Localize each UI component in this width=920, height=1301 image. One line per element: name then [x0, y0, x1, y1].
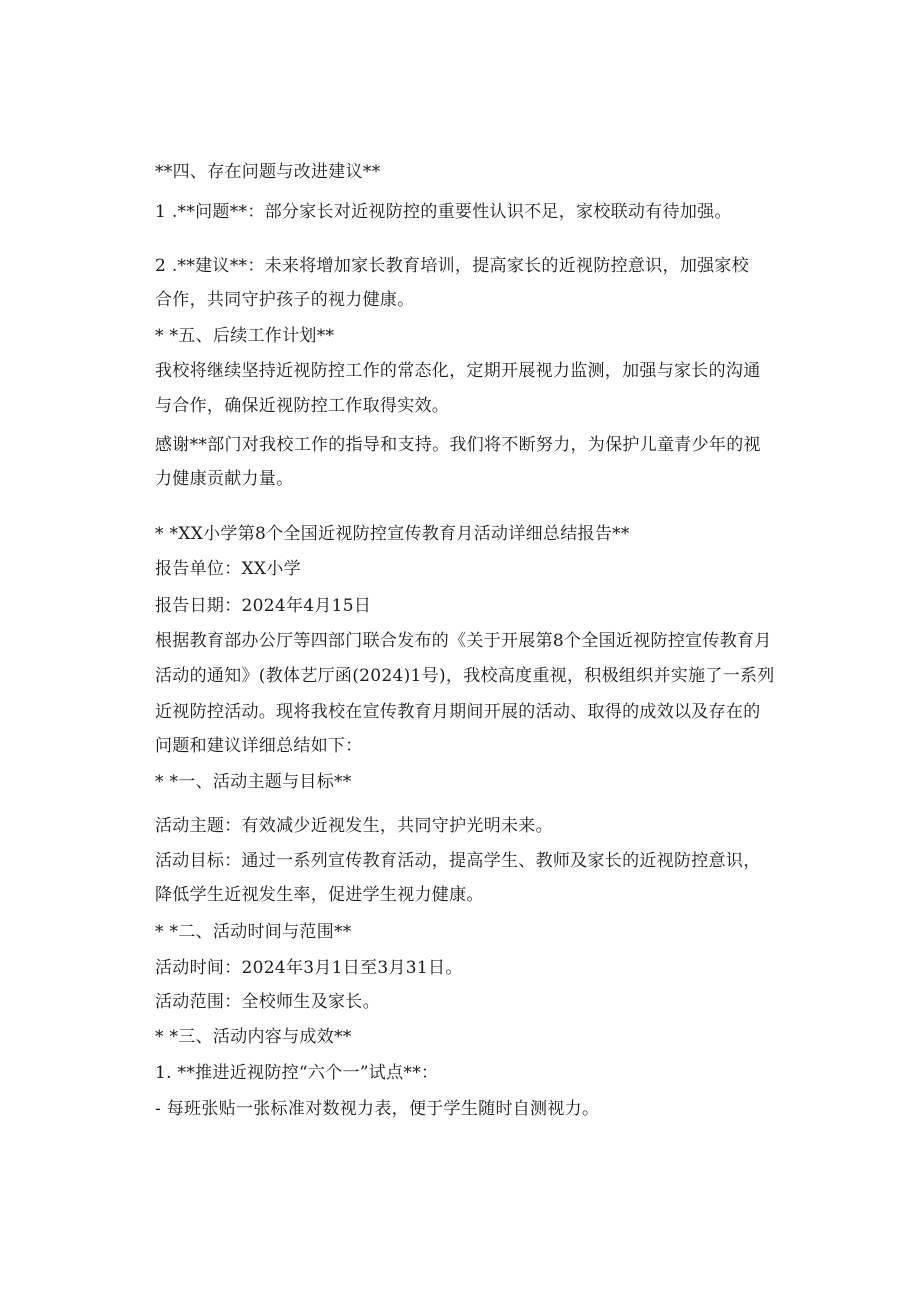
bullet-item: - 每班张贴一张标准对数视力表，便于学生随时自测视力。: [155, 1099, 600, 1119]
paragraph-line: 活动的通知》(教体艺厅函(2024)1号)，我校高度重视，积极组织并实施了一系列: [155, 666, 775, 686]
paragraph-line: 活动范围：全校师生及家长。: [155, 992, 380, 1012]
paragraph-line: 活动时间：2024年3月1日至3月31日。: [155, 958, 463, 978]
paragraph-line: 我校将继续坚持近视防控工作的常态化，定期开展视力监测，加强与家长的沟通: [155, 361, 761, 381]
paragraph-line: 近视防控活动。现将我校在宣传教育月期间开展的活动、取得的成效以及存在的: [155, 702, 761, 722]
paragraph-line: 活动目标：通过一系列宣传教育活动，提高学生、教师及家长的近视防控意识，: [155, 851, 761, 871]
paragraph-line: 活动主题：有效减少近视发生，共同守护光明未来。: [155, 816, 553, 836]
list-item: 2 .**建议**：未来将增加家长教育培训，提高家长的近视防控意识，加强家校: [155, 256, 750, 276]
report-date: 报告日期：2024年4月15日: [155, 596, 372, 616]
paragraph-line: 根据教育部办公厅等四部门联合发布的《关于开展第8个全国近视防控宣传教育月: [155, 631, 772, 651]
section-heading: * *三、活动内容与成效**: [155, 1027, 352, 1047]
list-item: 1 .**问题**：部分家长对近视防控的重要性认识不足，家校联动有待加强。: [155, 202, 732, 222]
section-heading: * *一、活动主题与目标**: [155, 772, 352, 792]
section-heading: **四、存在问题与改进建议**: [155, 162, 381, 182]
paragraph-line: 与合作，确保近视防控工作取得实效。: [155, 396, 450, 416]
paragraph-line: 降低学生近视发生率，促进学生视力健康。: [155, 885, 484, 905]
list-item: 1. **推进近视防控“六个一”试点**：: [155, 1063, 439, 1083]
paragraph-line: 感谢**部门对我校工作的指导和支持。我们将不断努力，为保护儿童青少年的视: [155, 435, 761, 455]
paragraph-line: 问题和建议详细总结如下：: [155, 736, 363, 756]
paragraph-line: 合作，共同守护孩子的视力健康。: [155, 290, 415, 310]
report-title: * *XX小学第8个全国近视防控宣传教育月活动详细总结报告**: [155, 524, 630, 544]
report-unit: 报告单位：XX小学: [155, 559, 301, 579]
section-heading: * *二、活动时间与范围**: [155, 922, 352, 942]
section-heading: * *五、后续工作计划**: [155, 326, 335, 346]
paragraph-line: 力健康贡献力量。: [155, 469, 294, 489]
